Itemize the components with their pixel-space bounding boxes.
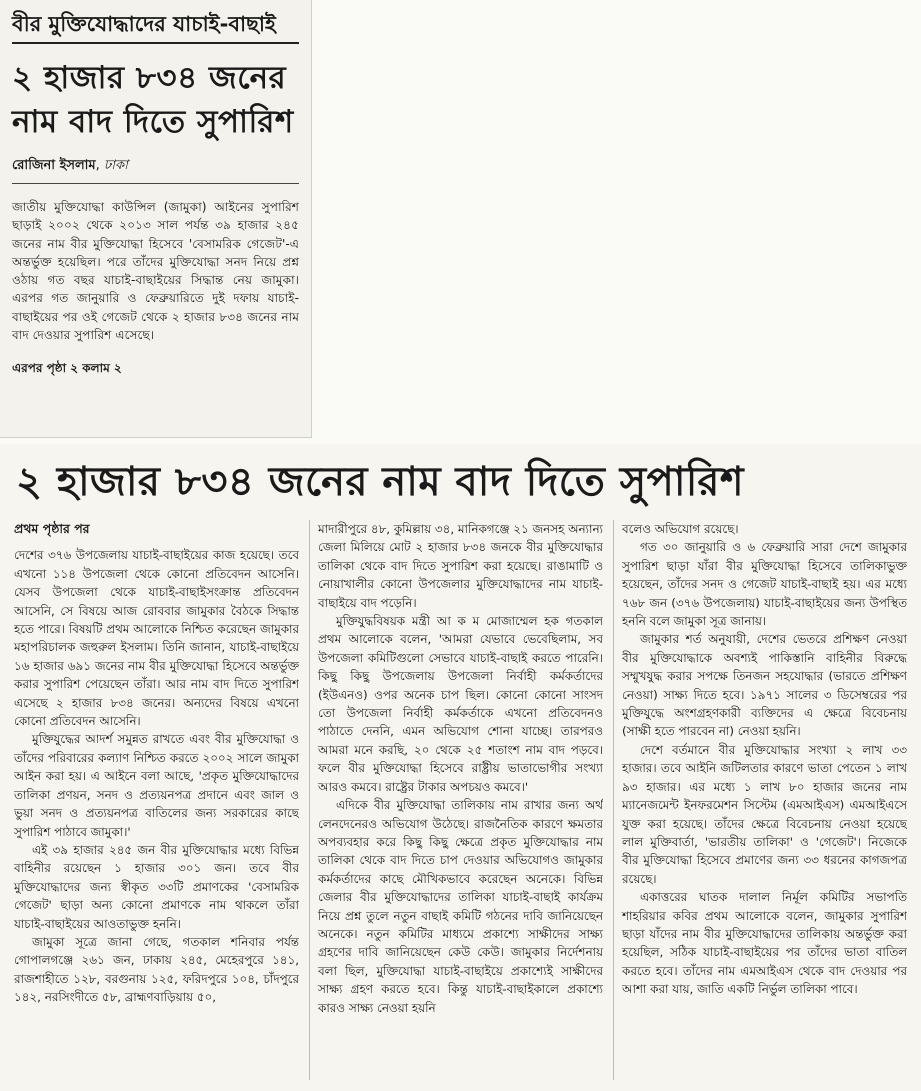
kicker: বীর মুক্তিযোদ্ধাদের যাচাই-বাছাই <box>12 10 299 44</box>
paragraph: জামুকা সূত্রে জানা গেছে, গতকাল শনিবার পর্যন্ত গোপালগঞ্জে ২৬১ জন, ঢাকায় ২৪৫, মেহেরপুরে ১৪১, রাজশাহীতে ১২৮, বরগুনায় ১২৫, ফরিদপুরে ১০৪, চাঁদপুরে ১৪২, নরসিংদীতে ৫৮, ব্রাহ্মণবাড়িয়ায় ৫০, <box>14 934 299 1005</box>
subhead: প্রথম পৃষ্ঠার পর <box>14 521 90 536</box>
paragraph: একাত্তরের ঘাতক দালাল নির্মূল কমিটির সভাপতি শাহরিয়ার কবির প্রথম আলোকে বলেন, জামুকার সুপারিশ ছাড়া যাঁদের নাম বীর মুক্তিযোদ্ধাদের তালিকায় অন্তর্ভুক্ত করা হয়েছিল, সঠিক যাচাই-বাছাইয়ের পর তাঁদের ভাতা বাতিল করতে হবে। তাঁদের নাম এমআইএস থেকে বাদ দেওয়ার পর আশা করা যায়, জাতি একটি নির্ভুল তালিকা পাবে। <box>622 890 907 997</box>
paragraph: গত ৩০ জানুয়ারি ও ৬ ফেব্রুয়ারি সারা দেশে জামুকার সুপারিশ ছাড়া যাঁরা বীর মুক্তিযোদ্ধা হিসেবে তালিকাভুক্ত হয়েছেন, তাঁদের সনদ ও গেজেট যাচাই-বাছাই হয়। এর মধ্যে ৭৬৮ জন (৩৭৬ উপজেলায়) যাচাই-বাছাইয়ের জন্য উপস্থিত হননি বলে জামুকা সূত্র জানায়। <box>622 540 907 629</box>
article-column-3 <box>613 520 907 1080</box>
front-page-clipping <box>0 0 312 438</box>
paragraph: বলেও অভিযোগ রয়েছে। <box>622 522 739 536</box>
article-columns <box>14 520 907 1080</box>
lead-paragraph: জাতীয় মুক্তিযোদ্ধা কাউন্সিল (জামুকা) আইনের সুপারিশ ছাড়াই ২০০২ থেকে ২০১৩ সাল পর্যন্ত ৩৯ হাজার ২৪৫ জনের নাম বীর মুক্তিযোদ্ধা হিসেবে 'বেসামরিক গেজেট'-এ অন্তর্ভুক্ত হয়েছিল। পরে তাঁদের মুক্তিযোদ্ধা সনদ নিয়ে প্রশ্ন ওঠায় গত বছর যাচাই-বাছাইয়ের সিদ্ধান্ত নেয় জামুকা। এরপর গত জানুয়ারি ও ফেব্রুয়ারিতে দুই দফায় যাচাই-বাছাইয়ের পর ওই গেজেট থেকে ২ হাজার ৮৩৪ জনের নাম বাদ দেওয়ার সুপারিশ এসেছে। <box>12 200 299 343</box>
byline-name: রোজিনা ইসলাম <box>12 158 96 173</box>
article-column-1 <box>14 520 299 1080</box>
article-column-2 <box>309 520 603 1080</box>
paragraph: মুক্তিযুদ্ধের আদর্শ সমুন্নত রাখতে এবং বীর মুক্তিযোদ্ধা ও তাঁদের পরিবারের কল্যাণ নিশ্চিত করতে ২০০২ সালে জামুকা আইন করা হয়। এ আইনে বলা আছে, 'প্রকৃত মুক্তিযোদ্ধাদের তালিকা প্রণয়ন, সনদ ও প্রত্যয়নপত্র প্রদানে এবং জাল ও ভুয়া সনদ ও প্রত্যয়নপত্র বাতিলের জন্য সরকারের কাছে সুপারিশ পাঠাবে জামুকা।' <box>14 732 299 839</box>
byline: রোজিনা ইসলাম, ঢাকা <box>12 156 299 184</box>
front-headline: ২ হাজার ৮৩৪ জনের নাম বাদ দিতে সুপারিশ <box>12 60 294 140</box>
paragraph: দেশে বর্তমানে বীর মুক্তিযোদ্ধার সংখ্যা ২ লাখ ৩৩ হাজার। তবে আইনি জটিলতার কারণে ভাতা পেতেন ১ লাখ ৯৩ হাজার। এর মধ্যে ১ লাখ ৮০ হাজার জনের নাম ম্যানেজমেন্ট ইনফরমেশন সিস্টেম (এমআইএস) এমআইএসে যুক্ত করা হয়েছে। তাঁদের ক্ষেত্রে বিবেচনায় নেওয়া হয়েছে লাল মুক্তিবার্তা, 'ভারতীয় তালিকা' ও 'গেজেট'। নিজেকে বীর মুক্তিযোদ্ধা হিসেবে প্রমাণের জন্য ৩৩ ধরনের কাগজপত্র রয়েছে। <box>622 742 907 886</box>
continued-note: এরপর পৃষ্ঠা ২ কলাম ২ <box>12 361 122 376</box>
paragraph: এই ৩৯ হাজার ২৪৫ জন বীর মুক্তিযোদ্ধার মধ্যে বিভিন্ন বাহিনীর রয়েছেন ১ হাজার ৩০১ জন। তবে বীর মুক্তিযোদ্ধাদের জন্য স্বীকৃত ৩৩টি প্রমাণকের 'বেসামরিক গেজেট' ছাড়া অন্য কোনো প্রমাণকে নাম থাকলে তাঁরা যাচাই-বাছাইয়ের আওতাভুক্ত হননি। <box>14 842 299 931</box>
paragraph: মাদারীপুরে ৪৮, কুমিল্লায় ৩৪, মানিকগঞ্জে ২১ জনসহ অন্যান্য জেলা মিলিয়ে মোট ২ হাজার ৮৩৪ জনকে বীর মুক্তিযোদ্ধার তালিকা থেকে বাদ দিতে সুপারিশ করা হয়েছে। রাঙামাটি ও নোয়াখালীর কোনো উপজেলার মুক্তিযোদ্ধাদের নাম যাচাই-বাছাইয়ে বাদ পড়েনি। <box>318 522 603 610</box>
paragraph: এদিকে বীর মুক্তিযোদ্ধা তালিকায় নাম রাখার জন্য অর্থ লেনদেনেরও অভিযোগ উঠেছে। রাজনৈতিক কারণে ক্ষমতার অপব্যবহার করে কিছু কিছু ক্ষেত্রে প্রকৃত মুক্তিযোদ্ধার নাম তালিকা থেকে বাদ দিতে চাপ দেওয়ার অভিযোগও জামুকার কর্মকর্তাদের কাছে মৌখিকভাবে করেছেন অনেকে। বিভিন্ন জেলার বীর মুক্তিযোদ্ধাদের তালিকা যাচাই-বাছাই কার্যক্রম নিয়ে প্রশ্ন তুলে নতুন বাছাই কমিটি গঠনের দাবি জানিয়েছেন অনেকে। নতুন কমিটির মাধ্যমে প্রকাশ্যে সাক্ষীদের সাক্ষ্য গ্রহণের দাবি জানিয়েছেন কেউ কেউ। জামুকার নির্দেশনায় বলা ছিল, মুক্তিযোদ্ধা যাচাই-বাছাইয়ে প্রকাশ্যেই সাক্ষীদের সাক্ষ্য গ্রহণ করতে হবে। কিন্তু যাচাই-বাছাইকালে প্রকাশ্যে কারও সাক্ষ্য নেওয়া হয়নি <box>318 798 603 1015</box>
paragraph: মুক্তিযুদ্ধবিষয়ক মন্ত্রী আ ক ম মোজাম্মেল হক গতকাল প্রথম আলোকে বলেন, 'আমরা যেভাবে ভেবেছিলাম, সব উপজেলা কমিটিগুলো সেভাবে যাচাই-বাছাই করতে পারেনি। কিছু কিছু উপজেলায় উপজেলা নির্বাহী কর্মকর্তাদের (ইউএনও) ওপর অনেক চাপ ছিল। কোনো কোনো সাংসদ তো উপজেলা নির্বাহী কর্মকর্তাকে এখনো প্রতিবেদনও পাঠাতে দেননি, এমন অভিযোগ শোনা যাচ্ছে। তারপরও আমরা মনে করছি, ২০ থেকে ২৫ শতাংশ নাম বাদ পড়বে। ফলে বীর মুক্তিযোদ্ধা হিসেবে রাষ্ট্রীয় ভাতাভোগীর সংখ্যা আরও কমবে। রাষ্ট্রের টাকার অপচয়ও কমবে।' <box>318 614 603 794</box>
byline-place: ঢাকা <box>103 158 128 173</box>
inside-headline: ২ হাজার ৮৩৪ জনের নাম বাদ দিতে সুপারিশ <box>16 459 745 505</box>
paragraph: জামুকার শর্ত অনুযায়ী, দেশের ভেতরে প্রশিক্ষণ নেওয়া বীর মুক্তিযোদ্ধাকে অবশ্যই পাকিস্তানি বাহিনীর বিরুদ্ধে সম্মুখযুদ্ধ করার সপক্ষে তিনজন সহযোদ্ধার (ভারতে প্রশিক্ষণ নেওয়া) সাক্ষ্য দিতে হবে। ১৯৭১ সালের ৩ ডিসেম্বরের পর মুক্তিযুদ্ধে অংশগ্রহণকারী ব্যক্তিদের এ ক্ষেত্রে বিবেচনায় (সাক্ষী হতে পারবেন না) নেওয়া হয়নি। <box>622 632 907 739</box>
paragraph: দেশের ৩৭৬ উপজেলায় যাচাই-বাছাইয়ের কাজ হয়েছে। তবে এখনো ১১৪ উপজেলা থেকে কোনো প্রতিবেদন আসেনি। যেসব উপজেলা থেকে যাচাই-বাছাইসংক্রান্ত প্রতিবেদন আসেনি, সে বিষয়ে আজ রোববার জামুকার বৈঠকে সিদ্ধান্ত হতে পারে। বিষয়টি প্রথম আলোকে নিশ্চিত করেছেন জামুকার মহাপরিচালক জহুরুল ইসলাম। তিনি জানান, যাচাই-বাছাইয়ে ১৬ হাজার ৬৯১ জনের নাম বীর মুক্তিযোদ্ধা হিসেবে অন্তর্ভুক্ত করার সুপারিশ পেয়েছেন তাঁরা। আর নাম বাদ দিতে সুপারিশ এসেছে ২ হাজার ৮৩৪ জনের। অন্যদের বিষয়ে এখনো কোনো প্রতিবেদন আসেনি। <box>14 548 299 729</box>
inside-page-clipping <box>0 444 921 1091</box>
